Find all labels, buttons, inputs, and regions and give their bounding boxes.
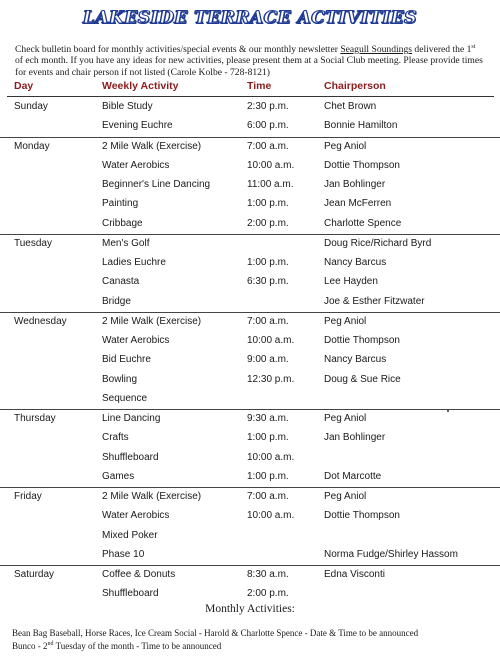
monthly-heading: Monthly Activities:	[205, 603, 295, 615]
table-row	[0, 371, 500, 390]
cell-activity: 2 Mile Walk (Exercise)	[102, 140, 202, 152]
cell-day: Friday	[14, 491, 42, 502]
cell-chairperson: Nancy Barcus	[324, 354, 387, 366]
cell-activity: Ladies Euchre	[102, 257, 166, 268]
table-row	[0, 234, 500, 254]
header-chairperson: Chairperson	[324, 80, 386, 92]
cell-activity: Bible Study	[102, 101, 153, 112]
table-row	[0, 137, 500, 157]
cell-chairperson: Bonnie Hamilton	[324, 120, 398, 132]
cell-chairperson: Joe & Esther Fitzwater	[324, 295, 425, 307]
table-row	[0, 273, 500, 292]
cell-time: 9:00 a.m.	[247, 354, 289, 366]
cell-activity: Sequence	[102, 392, 148, 404]
cell-time: 1:00 p.m.	[247, 257, 289, 268]
cell-activity: Water Aerobics	[102, 335, 170, 346]
cell-time: 10:00 a.m.	[247, 159, 295, 171]
table-row	[0, 157, 500, 176]
newsletter-name: Seagull Soundings	[340, 44, 413, 56]
table-row	[0, 215, 500, 234]
cell-activity: Water Aerobics	[102, 159, 170, 171]
cell-activity: Games	[102, 470, 135, 482]
cell-activity: Water Aerobics	[102, 510, 170, 522]
table-row	[0, 195, 500, 214]
cell-day: Tuesday	[14, 237, 52, 249]
table-row	[0, 409, 500, 429]
cell-activity: Men's Golf	[102, 237, 150, 249]
cell-day: Wednesday	[14, 315, 67, 327]
cell-activity: Crafts	[102, 432, 129, 444]
cell-time: 7:00 a.m.	[247, 315, 289, 327]
cell-chairperson: Dot Marcotte	[324, 470, 382, 482]
cell-time: 11:00 a.m.	[247, 179, 294, 190]
cell-time: 10:00 a.m.	[247, 510, 295, 522]
table-row	[0, 449, 500, 468]
table-row	[0, 429, 500, 448]
cell-activity: Phase 10	[102, 548, 145, 560]
monthly-line-2-end: Tuesday of the month - Time to be announced	[53, 641, 222, 651]
activities-table	[0, 98, 500, 605]
table-header	[0, 80, 500, 96]
cell-chairperson: Charlotte Spence	[324, 217, 402, 229]
table-row	[0, 565, 500, 585]
cell-day: Saturday	[14, 569, 55, 580]
monthly-line-2-start: Bunco - 2	[12, 641, 48, 651]
cell-time: 7:00 a.m.	[247, 491, 289, 502]
cell-time: 7:00 a.m.	[247, 140, 289, 152]
cell-chairperson: Peg Aniol	[324, 491, 367, 502]
intro-text-1: Check bulletin board for monthly activities/special events & our monthly newsletter	[15, 44, 341, 56]
header-divider	[7, 96, 494, 97]
table-row	[0, 546, 500, 565]
cell-day: Monday	[14, 140, 50, 152]
table-row	[0, 351, 500, 370]
cell-chairperson: Dottie Thompson	[324, 159, 400, 171]
monthly-line-2	[12, 639, 492, 652]
intro-text-2: delivered the 1	[412, 44, 472, 56]
cell-chairperson: Doug & Sue Rice	[324, 373, 401, 385]
header-day: Day	[14, 80, 34, 92]
table-row	[0, 176, 500, 195]
cell-activity: Shuffleboard	[102, 451, 159, 463]
cell-activity: Mixed Poker	[102, 529, 158, 541]
cell-chairperson: Dottie Thompson	[324, 510, 400, 522]
cell-chairperson: Peg Aniol	[324, 140, 367, 152]
cell-activity: Coffee & Donuts	[102, 569, 176, 580]
cell-activity: Cribbage	[102, 217, 143, 229]
cell-chairperson: Lee Hayden	[324, 276, 378, 288]
cell-time: 1:00 p.m.	[247, 432, 289, 444]
cell-time: 10:00 a.m.	[247, 335, 295, 346]
table-row	[0, 254, 500, 273]
cell-time: 2:30 p.m.	[247, 101, 289, 112]
cell-activity: Beginner's Line Dancing	[102, 179, 211, 190]
cell-activity: Bid Euchre	[102, 354, 151, 366]
cell-day: Sunday	[14, 101, 48, 112]
cell-chairperson: Norma Fudge/Shirley Hassom	[324, 548, 458, 560]
table-row	[0, 98, 500, 117]
intro-superscript: st	[471, 44, 476, 50]
cell-time: 12:30 p.m.	[247, 373, 295, 385]
stray-mark	[447, 410, 449, 412]
table-row	[0, 468, 500, 487]
cell-time: 6:30 p.m.	[247, 276, 289, 288]
monthly-activities	[12, 628, 492, 652]
cell-chairperson: Nancy Barcus	[324, 257, 387, 268]
cell-chairperson: Dottie Thompson	[324, 335, 400, 346]
table-row	[0, 332, 500, 351]
cell-activity: Evening Euchre	[102, 120, 173, 132]
monthly-line-2-superscript: nd	[47, 641, 54, 647]
table-row	[0, 527, 500, 546]
table-row	[0, 585, 500, 604]
cell-chairperson: Jan Bohlinger	[324, 432, 386, 444]
table-row	[0, 507, 500, 526]
cell-chairperson: Peg Aniol	[324, 315, 367, 327]
cell-time: 1:00 p.m.	[247, 198, 289, 210]
cell-activity: Bowling	[102, 373, 138, 385]
table-row	[0, 312, 500, 332]
monthly-line-1: Bean Bag Baseball, Horse Races, Ice Cream Social - Harold & Charlotte Spence - Date & Time to be announced	[12, 628, 419, 638]
page-title: LAKESIDE TERRACE ACTIVITIES	[83, 8, 417, 28]
cell-activity: Bridge	[102, 295, 131, 307]
cell-activity: Painting	[102, 198, 139, 210]
cell-time: 8:30 a.m.	[247, 569, 289, 580]
cell-chairperson: Edna Visconti	[324, 569, 385, 580]
cell-day: Thursday	[14, 413, 56, 424]
cell-time: 1:00 p.m.	[247, 470, 289, 482]
cell-activity: Line Dancing	[102, 413, 161, 424]
cell-chairperson: Chet Brown	[324, 101, 377, 112]
intro-text-3: of ech month. If you have any ideas for new activities, please present them at a Social Club meeting. Please provide times for events and chair person if not listed (Carole Kolbe - 728-8121)	[15, 55, 483, 78]
cell-activity: Canasta	[102, 276, 140, 288]
table-row	[0, 293, 500, 312]
cell-activity: 2 Mile Walk (Exercise)	[102, 315, 202, 327]
cell-time: 2:00 p.m.	[247, 217, 289, 229]
table-row	[0, 390, 500, 409]
cell-time: 9:30 a.m.	[247, 413, 289, 424]
cell-activity: 2 Mile Walk (Exercise)	[102, 491, 202, 502]
cell-chairperson: Peg Aniol	[324, 413, 367, 424]
cell-activity: Shuffleboard	[102, 588, 159, 600]
cell-chairperson: Jean McFerren	[324, 198, 392, 210]
header-time: Time	[247, 80, 272, 92]
cell-time: 10:00 a.m.	[247, 451, 295, 463]
cell-time: 2:00 p.m.	[247, 588, 289, 600]
cell-chairperson: Jan Bohlinger	[324, 179, 386, 190]
table-row	[0, 117, 500, 136]
cell-chairperson: Doug Rice/Richard Byrd	[324, 237, 432, 249]
table-row	[0, 487, 500, 507]
intro-paragraph	[15, 42, 485, 78]
cell-time: 6:00 p.m.	[247, 120, 289, 132]
header-activity: Weekly Activity	[102, 80, 179, 92]
